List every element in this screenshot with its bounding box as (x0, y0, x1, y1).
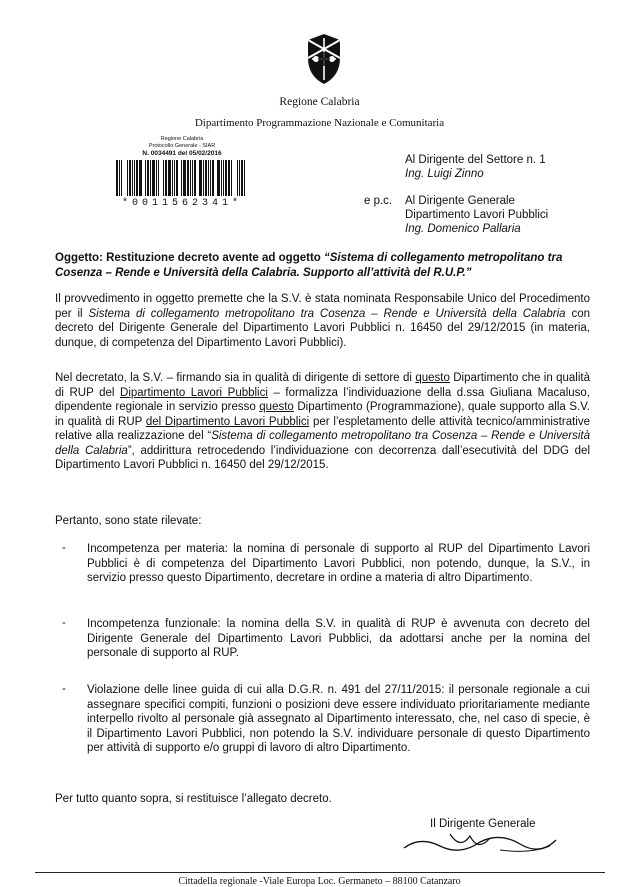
p1-text-a: Il provvedimento in oggetto premette che la S.V. è stata nominata Responsabile Unico del Procedimento per il (55, 293, 590, 320)
footer-divider (35, 872, 605, 873)
cc-department: Dipartimento Lavori Pubblici (405, 209, 549, 221)
barcode-bar (215, 160, 216, 196)
barcode-bar (192, 160, 193, 196)
barcode-bar (174, 160, 175, 196)
barcode-bar (116, 160, 118, 196)
barcode-bar (134, 160, 135, 196)
region-name: Regione Calabria (279, 96, 360, 108)
barcode-bar (183, 160, 186, 196)
closing-sentence: Per tutto quanto sopra, si restituisce l’allegato decreto. (55, 793, 332, 805)
p2-underline-4: del Dipartimento Lavori Pubblici (145, 415, 310, 428)
barcode-bar (165, 160, 167, 196)
barcode-bar (225, 160, 227, 196)
p2-text-f: ”, addirittura retrocedendo l’individuazione con decorrenza dall’esecutività del DDG del Dipartimento Lavori Pubblici n. 16450 del 29/12/2015. (55, 444, 590, 471)
barcode-bar (210, 160, 211, 196)
barcode-bar (127, 160, 128, 196)
footer-address: Cittadella regionale -Viale Europa Loc. Germaneto – 88100 Catanzaro (178, 876, 461, 887)
signature-title: Il Dirigente Generale (430, 818, 536, 830)
barcode-bar (194, 160, 196, 196)
barcode-bar (136, 160, 138, 196)
barcode-number: *0011562341* (121, 198, 242, 209)
barcode-bar (119, 160, 120, 196)
cc-label: e p.c. (364, 195, 393, 207)
barcode-bar (123, 160, 126, 196)
subject-title: “Sistema di collegamento metropolitano tra Cosenza – Rende e Università della Calabria. Supporto all’attività del R.U.P.” (55, 252, 563, 279)
p1-project-title: Sistema di collegamento metropolitano tra Cosenza – Rende e Università della Calabria (88, 307, 566, 320)
barcode-bar (197, 160, 198, 196)
department-name: Dipartimento Programmazione Nazionale e Comunitaria (194, 117, 445, 129)
protocol-stamp (116, 136, 248, 157)
barcode-bar (158, 160, 159, 196)
bullet-mark: - (62, 617, 66, 629)
barcode-bar (228, 160, 230, 196)
barcode-bar (160, 160, 162, 196)
barcode-bar (168, 160, 171, 196)
barcode-bar (172, 160, 173, 196)
paragraph-2 (55, 371, 590, 473)
paragraph-3: Pertanto, sono state rilevate: (55, 515, 202, 527)
stamp-line1: Regione Calabria (160, 136, 204, 142)
stamp-line2: Protocollo Generale - SIAR (148, 143, 216, 149)
barcode-bar (152, 160, 155, 196)
barcode-bar (244, 160, 245, 196)
barcode-bar (176, 160, 178, 196)
barcode-bar (129, 160, 131, 196)
calabria-region-crest-icon (302, 32, 346, 86)
barcode-bar (179, 160, 180, 196)
barcode-bar (217, 160, 220, 196)
p2-underline-1: questo (415, 372, 450, 384)
barcode-bar (181, 160, 182, 196)
cc-title: Al Dirigente Generale (405, 195, 515, 207)
barcode-bar (199, 160, 202, 196)
barcode-bar (163, 160, 164, 196)
barcode-bar (233, 160, 236, 196)
barcode-bar (145, 160, 146, 196)
recipient-title: Al Dirigente del Settore n. 1 (405, 154, 546, 166)
p2-text-e: per l’espletamento delle attività tecnico/amministrative relative alla realizzazione del “ (55, 415, 591, 442)
barcode-bar (203, 160, 204, 196)
barcode-bar (223, 160, 224, 196)
barcode-bar (190, 160, 191, 196)
p1-text-c: con decreto del Dirigente Generale del Dipartimento Lavori Pubblici n. 16450 del 29/12/2015 (in materia, dunque, di competenza del Dipartimento Lavori Pubblici). (55, 307, 591, 349)
p2-text-b: Dipartimento che in qualità di RUP del (55, 372, 591, 399)
cc-block (405, 194, 548, 236)
subject (55, 251, 590, 281)
bullet-mark: - (62, 542, 66, 554)
p2-underline-2: Dipartimento Lavori Pubblici (120, 386, 268, 399)
barcode-bar (231, 160, 232, 196)
barcode-bar (212, 160, 214, 196)
p2-text-d: Dipartimento (Programmazione), quale supporto alla S.V. in qualità di RUP (55, 401, 591, 428)
bullet-item-3: Violazione delle linee guida di cui alla D.G.R. n. 491 del 27/11/2015: il personale regionale a cui assegnare specifici compiti, funzioni o posizioni deve essere individuato prioritariamente mediante interpello rivolto al personale già assegnato al Dipartimento interessato, che, nel caso di specie, è il Dipartimento Lavori Pubblici, non potendo la S.V. individuare personale di questo Dipartimento per attività di supporto e/o gruppi di lavoro di altro Dipartimento. (87, 684, 590, 754)
barcode-bar (132, 160, 133, 196)
barcode-bar (156, 160, 157, 196)
barcode-bar (221, 160, 222, 196)
p2-text-c: – formalizza l’individuazione della d.ssa Giuliana Macaluso, dipendente regionale in servizio presso (55, 386, 590, 413)
p2-underline-3: questo (259, 401, 294, 413)
barcode-bar (147, 160, 149, 196)
barcode-bar (143, 160, 144, 196)
barcode-bar (205, 160, 207, 196)
recipient-block (405, 153, 546, 181)
paragraph-1 (55, 292, 590, 350)
barcode-bar (239, 160, 240, 196)
bullet-item-1: Incompetenza per materia: la nomina di personale di supporto al RUP del Dipartimento Lavori Pubblici è di competenza del Dipartimento Lavori Pubblici, non potendo, dunque, la S.V., in servizio presso questo Dipartimento, decretare in ordine a materia di altro Dipartimento. (87, 543, 590, 584)
barcode-bar (241, 160, 243, 196)
bullet-item-2: Incompetenza funzionale: la nomina della S.V. in qualità di RUP è avvenuta con decreto del Dirigente Generale del Dipartimento Lavori Pubblici, da adottarsi anche per la nomina del personale di supporto al RUP. (87, 618, 590, 659)
barcode-bar (150, 160, 151, 196)
recipient-name: Ing. Luigi Zinno (405, 168, 484, 180)
protocol-number: N. 0034491 del 05/02/2016 (142, 150, 222, 157)
cc-name: Ing. Domenico Pallaria (405, 223, 521, 235)
barcode-bar (208, 160, 209, 196)
barcode-bar (121, 160, 122, 196)
barcode (116, 160, 248, 196)
handwritten-signature (400, 828, 560, 856)
p2-text-a: Nel decretato, la S.V. – firmando sia in qualità di dirigente di settore di (55, 372, 416, 384)
subject-prefix: Oggetto: Restituzione decreto avente ad oggetto (55, 252, 324, 264)
p2-project-title: Sistema di collegamento metropolitano tra Cosenza – Rende e Università della Calabria (55, 430, 590, 457)
barcode-bar (139, 160, 142, 196)
bullet-mark: - (62, 683, 66, 695)
barcode-bar (237, 160, 238, 196)
barcode-bar (187, 160, 189, 196)
